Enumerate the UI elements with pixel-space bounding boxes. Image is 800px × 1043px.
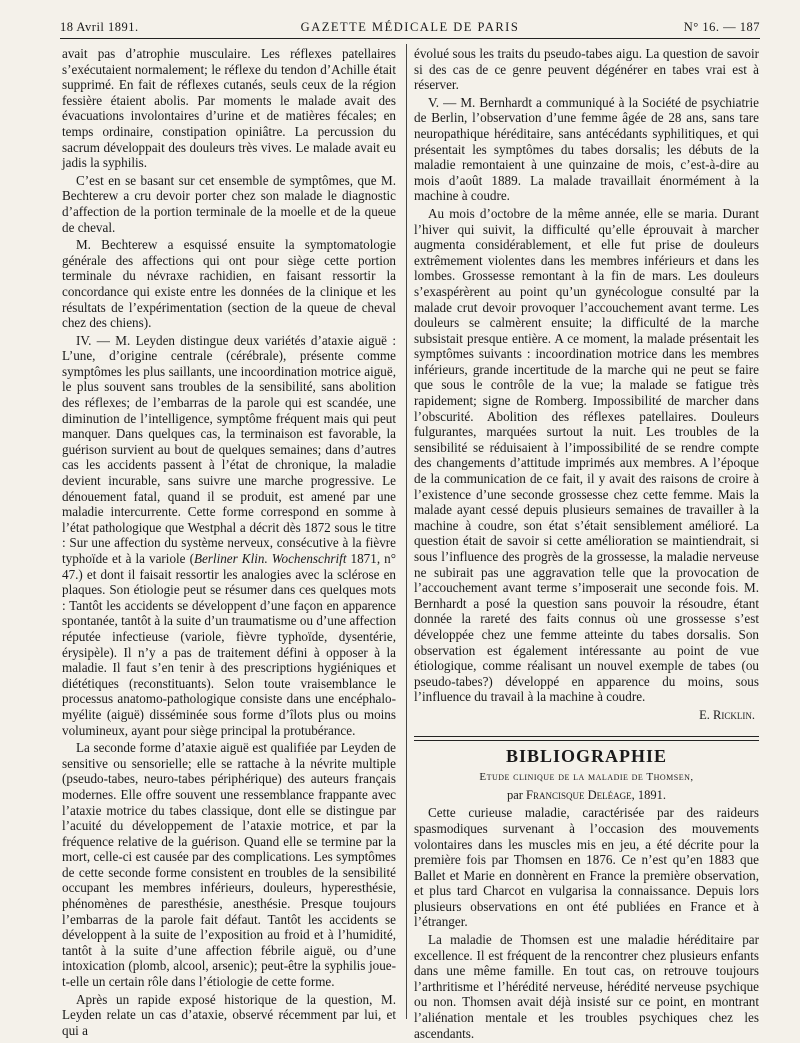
section-divider [414, 736, 759, 741]
paragraph-section-iv [62, 333, 396, 738]
right-column [414, 46, 759, 1043]
text-run: 1871, n° 47.) et dont il faisait ressortir les analogies avec la sclérose en plaques. Son étiologie peut se résumer dans ces quelques mots : Tantôt les accidents se développent d’une façon en apparence spontanée, tantôt à la suite d’un traumatisme ou d’une affection réputée infectieuse (variole, fièvre typhoïde, dysentérie, érysipèle). Il n’y a pas de traitement défini à opposer à la maladie. Il faut s’en tenir à des prescriptions hygiéniques et diététiques (reconstituants). Selon toute vraisemblance le processus anatomo-pathologique consiste dans une encéphalo-myélite (aiguë) disséminée sous forme d’îlots plus ou moins volumineux, ayant pour siège principal la protubérance. [62, 551, 397, 738]
reviewed-work-title: Etude clinique de la maladie de Thomsen, [479, 771, 694, 784]
page-header [60, 14, 760, 36]
paragraph: La seconde forme d’ataxie aiguë est qualifiée par Leyden de sensitive ou sensorielle; elle se rattache à la névrite multiple (pseudo-tabes, neuro-tabes périphérique) des auteurs français modernes. Elle offre souvent une ressemblance frappante avec l’ataxie motrice du tabes classique, dont elle se distingue par l’acuité du développement de l’ataxie motrice, et par la fréquence relative de la guérison. Quand elle se termine par la mort, celle-ci est causée par des complications. Les symptômes de cette seconde forme consistent en troubles de la sensibilité occupant les membres inférieurs, douleurs, hyperesthésie, phénomènes de paresthésie, anesthésie. Presque toujours l’embarras de la parole fait défaut. Tantôt les accidents se développent à la suite de l’exposition au froid et à l’humidité, tantôt à la suite d’une affection fébrile aiguë, ou d’une intoxication (plomb, alcool, arsenic); peut-être la syphilis joue-t-elle un certain rôle dans l’étiologie de cette forme. [62, 740, 396, 990]
journal-citation: Berliner Klin. Wochenschrift [193, 551, 347, 566]
paragraph: Cette curieuse maladie, caractérisée par des raideurs spasmodiques survenant à l’occasion des mouvements volontaires dans les muscles mis en jeu, a été décrite pour la première fois par Thomsen en 1876. Ce n’est qu’en 1883 que Ballet et Marie en donnèrent en France la première observation, et plus tard Charcot en vulgarisa la connaissance. Depuis lors plusieurs observations en ont été publiées en France et à l’étranger. [414, 805, 759, 930]
paragraph: Au mois d’octobre de la même année, elle se maria. Durant l’hiver qui suivit, la difficulté qu’elle éprouvait à marcher augmenta considérablement, et elle fut prise de douleurs extrêmement violentes dans les membres inférieurs et dans les lombes. Grossesse remontant à la fin de mars. Les douleurs s’exaspérèrent au point qu’un gynécologue consulté par la malade crut devoir provoquer l’accouchement avant terme. Les douleurs se calmèrent ensuite; la difficulté de la marche subsistait presque entière. A ce moment, la malade présentait les symptômes suivants : incoordination motrice dans les membres inférieurs, grande incertitude de la marche qui ne peut se faire que sous le contrôle de la vue; la malade se fatigue très rapidement; signe de Romberg. Impossibilité de marcher dans l’obscurité. Abolition des réflexes patellaires. Douleurs fulgurantes, marquées surtout la nuit. Les troubles de la sensibilité se réduisaient à l’impossibilité de se rendre compte des changements d’attitude imprimés aux membres. A l’époque de la communication de ce fait, il y avait des raisons de croire à l’existence d’une seconde grossesse chez cette femme. Mais la malade ayant cessé depuis plusieurs semaines de travailler à la machine à coudre, son état s’était sensiblement amélioré. La question était de savoir si cette amélioration se maintiendrait, si sous l’influence des progrès de la grossesse, la maladie nerveuse ne subirait pas une aggravation telle que la provocation de l’accouchement avant terme s’imposerait une seconde fois. M. Bernhardt a posé la question sans pouvoir la résoudre, étant donnée la rareté des faits connus où une grossesse s’est développée chez une femme atteinte du tabes dorsalis. Son observation est également intéressante au point de vue étiologique, comme réalisant un nouvel exemple de tabes (ou pseudo-tabes?) développé en apparence du moins, sous l’influence du travail à la machine à coudre. [414, 205, 759, 705]
column-separator [406, 44, 407, 1019]
paragraph: avait pas d’atrophie musculaire. Les réflexes patellaires s’exécutaient normalement; le réflexe du tendon d’Achille était supprimé. En fait de réflexes cutanés, seuls ceux de la région fessière étaient abolis. Par moments le malade avait des évacuations involontaires d’urine et de matières fécales; en temps ordinaire, constipation opiniâtre. La percussion du sacrum développait des douleurs très vives. Le malade avait eu jadis la syphilis. [62, 46, 396, 171]
issue-number-page: N° 16. — 187 [683, 20, 760, 34]
text-run: , 1891. [631, 787, 667, 802]
text-run: par [506, 787, 527, 802]
bibliography-heading: BIBLIOGRAPHIE [505, 745, 668, 766]
paragraph-section-v: V. — M. Bernhardt a communiqué à la Société de psychiatrie de Berlin, l’observation d’une femme âgée de 28 ans, sans tare neuropathique héréditaire, sans antécédants syphilitiques, et qui présentait les symptômes du tabes dorsalis; les débuts de la maladie remontaient à une quinzaine de mois, c’est-à-dire au mois d’août 1889. La malade travaillait énormément à la machine à coudre. [414, 94, 759, 204]
author-name: Francisque Deléage [526, 787, 632, 802]
header-rule [60, 38, 760, 39]
paragraph: Après un rapide exposé historique de la question, M. Leyden relate un cas d’ataxie, observé récemment par lui, et qui a [62, 991, 396, 1038]
author-signature: E. Ricklin. [699, 707, 755, 722]
journal-title: GAZETTE MÉDICALE DE PARIS [300, 20, 520, 34]
text-run: IV. — M. Leyden distingue deux variétés d’ataxie aiguë : L’une, d’origine centrale (cérébrale), présente comme symptômes les plus saillants, une incoordination motrice aiguë, le plus souvent sans troubles de la sensibilité, sans abolition des réflexes; de l’embarras de la parole qui est scandée, une diminution de l’intelligence, symptôme fréquent mais qui peut manquer. Dans quelques cas, la terminaison est favorable, la guérison survient au bout de quelques semaines; dans d’autres cas les accidents passent à l’état de chronique, la maladie devient incurable, sans suivre une marche progressive. Le dénouement fatal, quand il se produit, est amené par une maladie intercurrente. Cette forme correspond en somme à l’état pathologique que Westphal a décrit dès 1872 sous le titre : Sur une affection du système nerveux, consécutive à la fièvre typhoïde et à la variole ( [62, 332, 396, 566]
paragraph: évolué sous les traits du pseudo-tabes aigu. La question de savoir si des cas de ce genre peuvent dégénérer en tabes vrai est à réserver. [414, 46, 759, 93]
paragraph: M. Bechterew a esquissé ensuite la symptomatologie générale des affections qui ont pour siège cette portion terminale du névraxe rachidien, en faisant ressortir la concordance qui existe entre les données de la clinique et les résultats de l’expérimentation (section de la queue de cheval chez des chiens). [62, 237, 396, 331]
paragraph: C’est en se basant sur cet ensemble de symptômes, que M. Bechterew a cru devoir porter chez son malade le diagnostic d’affection de la portion terminale de la moelle et de la queue de cheval. [62, 172, 396, 235]
reviewed-work-author [414, 788, 759, 804]
issue-date: 18 Avril 1891. [60, 20, 139, 34]
paragraph: La maladie de Thomsen est une maladie héréditaire par excellence. Il est fréquent de la rencontrer chez plusieurs enfants dans une même famille. En tout cas, on retrouve toujours l’arthritisme et l’hérédité nerveuse, hérédité nerveuse psychique ou non. Thomsen avait déjà insisté sur ce point, en montrant l’aliénation mentale et les troubles psychiques chez les ascendants. [414, 932, 759, 1041]
left-column [62, 46, 396, 1040]
